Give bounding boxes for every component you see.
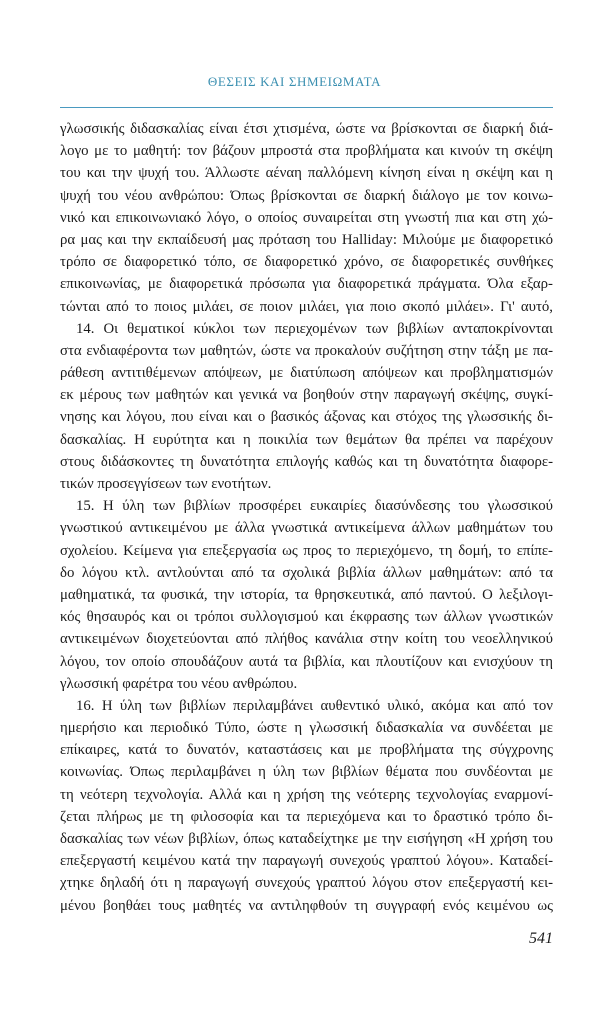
page-number: 541: [529, 930, 553, 947]
text-line: κός θησαυρός και οι τρόποι συλλογισμού και έκφρασης των άλλων γνωστικών: [60, 609, 553, 626]
text-line: κοινωνίας. Όπως περιλαμβάνει η ύλη των βιβλίων θέματα που συνδέονται με: [60, 764, 553, 781]
text-line: ημερήσιο και περιοδικό Τύπο, ώστε η γλωσσική διδασκαλία να συνδέεται με: [60, 720, 553, 737]
text-line: μένου βοηθάει τους μαθητές να αντιληφθούν τη συγγραφή ενός κειμένου ως: [60, 897, 553, 914]
text-line: ρα μας και την εκπαίδευσή μας πρόταση του Halliday: Μιλούμε με διαφορετικό: [60, 231, 553, 248]
text-line: επικοινωνίας, με διαφορετικά πρόσωπα για διαφορετικά πράγματα. Όλα εξαρ-: [60, 276, 553, 293]
header-rule: [60, 107, 553, 108]
text-line: δο λόγου κτλ. αντλούνται από τα σχολικά βιβλία άλλων μαθημάτων: από τα: [60, 564, 553, 581]
text-line: γλωσσική φαρέτρα του νέου ανθρώπου.: [60, 675, 298, 692]
body-text: [60, 118, 553, 917]
text-line: χτηκε δηλαδή ότι η παραγωγή συνεχούς γραπτού λόγου στον επεξεργαστή κει-: [60, 875, 553, 892]
paragraph-16-start: 16. Η ύλη των βιβλίων περιλαμβάνει αυθεντικό υλικό, ακόμα και από τον: [76, 697, 553, 714]
text-line: εκ μέρους των μαθητών και γενικά να βοηθούν στην παραγωγή σκέψης, συγκί-: [60, 387, 553, 404]
text-line: μαθηματικά, τα φυσικά, την ιστορία, τα θρησκευτικά, από παντού. Ο λεξιλογι-: [60, 586, 553, 603]
paragraph-15-start: 15. Η ύλη των βιβλίων προσφέρει ευκαιρίες διασύνδεσης του γλωσσικού: [76, 498, 553, 515]
text-line: του και την ψυχή του. Άλλωστε αέναη παλλόμενη κίνηση είναι η σκέψη και η: [60, 165, 553, 182]
text-line: τικών προσεγγίσεων των ενοτήτων.: [60, 476, 272, 492]
text-line: στα ενδιαφέροντα των μαθητών, ώστε να προκαλούν συζήτηση στην τάξη με πα-: [60, 342, 553, 359]
text-line: στους διδάσκοντες τη δυνατότητα επιλογής καθώς και τη δυνατότητα διαφορε-: [60, 453, 553, 470]
paragraph-14-start: 14. Οι θεματικοί κύκλοι των περιεχομένων των βιβλίων ανταποκρίνονται: [76, 320, 553, 337]
text-line: γλωσσικής διδασκαλίας είναι έτσι χτισμένα, ώστε να βρίσκονται σε διαρκή διά-: [60, 121, 553, 137]
text-line: νησης και λόγου, που είναι και ο βασικός άξονας και στόχος της γλωσσικής δι-: [60, 409, 553, 426]
text-line: δασκαλίας των νέων βιβλίων, όπως καταδείχτηκε με την εισήγηση «Η χρήση του: [60, 831, 553, 847]
text-line: ζεται πλήρως με τη φιλοσοφία και τα περιεχόμενα και το δραστικό τρόπο δι-: [60, 808, 553, 825]
text-line: τώνται από το ποιος μιλάει, σε ποιον μιλάει, για ποιο σκοπό μιλάει». Γι' αυτό,: [60, 298, 553, 315]
text-line: ράθεση αντιτιθέμενων απόψεων, με διατύπωση απόψεων και προβληματισμών: [60, 365, 553, 382]
text-line: επεξεργαστή κειμένου κατά την παραγωγή συνεχούς γραπτού λόγου». Καταδεί-: [60, 853, 553, 870]
text-line: γνωστικού αντικειμένου με άλλα γνωστικά αντικείμενα άλλων μαθημάτων του: [60, 520, 553, 537]
text-line: σχολείου. Κείμενα για επεξεργασία ως προς το περιεχόμενο, τη δομή, το επίπε-: [60, 542, 553, 559]
running-header: ΘΕΣΕΙΣ ΚΑΙ ΣΗΜΕΙΩΜΑΤΑ: [207, 74, 382, 89]
text-line: αντικειμένων διοχετεύονται από πλήθος κανάλια στην κοίτη του νεοελληνικού: [60, 631, 553, 648]
text-line: τη νεότερη τεχνολογία. Αλλά και η χρήση της νεότερης τεχνολογίας εναρμονί-: [60, 786, 553, 803]
text-line: νικό και επικοινωνιακό λόγο, ο οποίος συναιρείται στη γνωστή πια και στη χώ-: [60, 209, 553, 226]
text-line: λόγου, τον οποίο σπουδάζουν αυτά τα βιβλία, και πλουτίζουν και ενισχύουν τη: [60, 653, 553, 670]
text-line: δασκαλίας. Η ευρύτητα και η ποικιλία των θεμάτων θα πρέπει να παρέχουν: [60, 431, 553, 448]
text-line: ψυχή του νέου ανθρώπου: Όπως βρίσκονται σε διαρκή διάλογο με τον κοινω-: [60, 187, 553, 204]
text-line: λογο με το μαθητή: τον βάζουν μπροστά στα προβλήματα και κινούν τη σκέψη: [60, 143, 553, 160]
text-line: τρόπο σε διαφορετικό τόπο, σε διαφορετικό χρόνο, σε διαφορετικές συνθήκες: [60, 254, 553, 271]
text-line: επίκαιρες, κατά το δυνατόν, καταστάσεις και με προβλήματα της σύγχρονης: [60, 742, 553, 759]
